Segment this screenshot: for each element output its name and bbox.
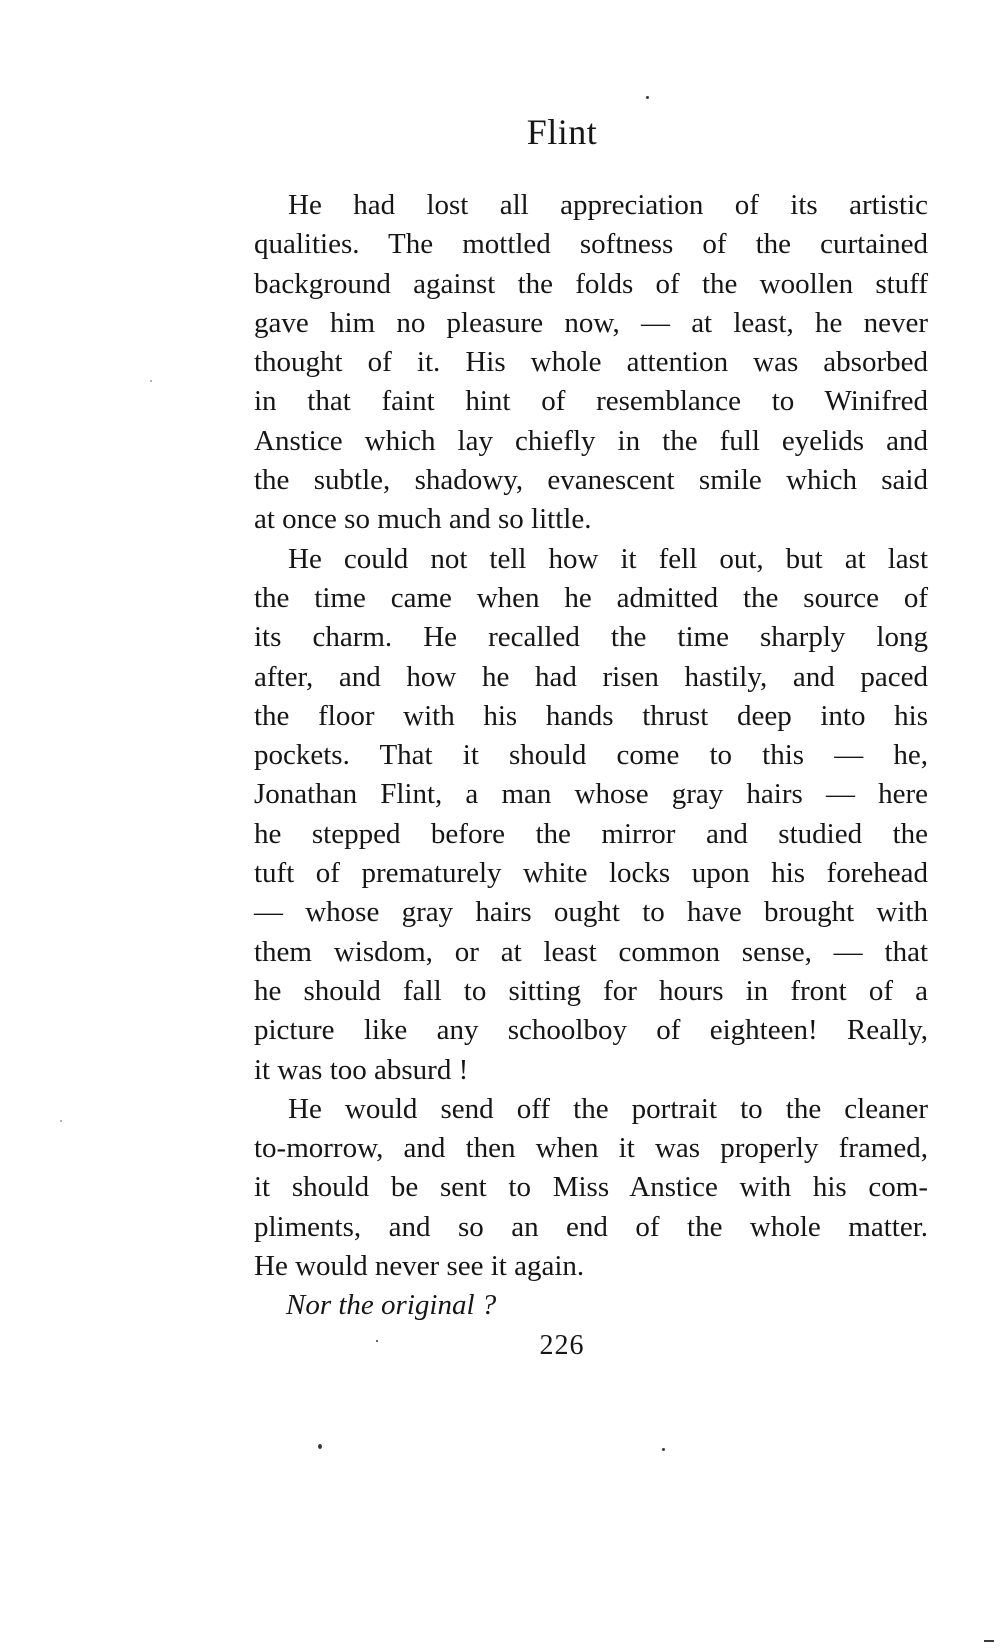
- scan-speck: [376, 1340, 378, 1342]
- text-line: at once so much and so little.: [254, 503, 592, 536]
- text-line: pockets. That it should come to this — he,: [254, 739, 928, 772]
- text-line: tuft of prematurely white locks upon his forehead: [254, 857, 928, 890]
- text-line: He had lost all appreciation of its artistic: [288, 189, 928, 221]
- text-line: the floor with his hands thrust deep into his: [254, 699, 928, 732]
- scan-speck: [662, 1448, 665, 1451]
- text-line: it was too absurd !: [254, 1053, 469, 1086]
- paragraph-3: [254, 1090, 928, 1286]
- scan-speck: [150, 380, 152, 382]
- text-line: Anstice which lay chiefly in the full eyelids and: [254, 424, 928, 457]
- text-line: in that faint hint of resemblance to Winifred: [254, 385, 928, 418]
- paragraph-1: [254, 186, 928, 540]
- page-number: 226: [539, 1330, 585, 1361]
- scan-speck: [318, 1444, 322, 1449]
- text-line: qualities. The mottled softness of the curtained: [254, 228, 928, 261]
- paragraph-2: [254, 540, 928, 1090]
- scan-speck: [646, 96, 649, 99]
- text-line: background against the folds of the woollen stuff: [254, 267, 928, 300]
- text-line: pliments, and so an end of the whole matter.: [254, 1210, 928, 1243]
- text-line: — whose gray hairs ought to have brought with: [254, 896, 928, 929]
- text-line: He could not tell how it fell out, but at last: [288, 542, 928, 575]
- text-line: the time came when he admitted the source of: [254, 581, 928, 614]
- scan-speck: [984, 1640, 994, 1642]
- text-line: thought of it. His whole attention was absorbed: [254, 346, 928, 379]
- text-line: it should be sent to Miss Anstice with his com-: [254, 1171, 928, 1204]
- scan-speck: [60, 1120, 62, 1122]
- text-line: its charm. He recalled the time sharply long: [254, 621, 928, 654]
- text-line: them wisdom, or at least common sense, — that: [254, 935, 928, 968]
- running-head: Flint: [526, 112, 598, 152]
- text-line: he should fall to sitting for hours in front of a: [254, 974, 928, 1007]
- text-line: after, and how he had risen hastily, and paced: [254, 660, 928, 693]
- text-line: he stepped before the mirror and studied the: [254, 817, 928, 850]
- text-line: gave him no pleasure now, — at least, he never: [254, 306, 928, 339]
- body-text: [254, 186, 928, 1326]
- text-line: He would never see it again.: [254, 1250, 585, 1283]
- text-line: picture like any schoolboy of eighteen! Really,: [254, 1014, 928, 1047]
- text-line: to-morrow, and then when it was properly framed,: [254, 1132, 928, 1165]
- text-line: the subtle, shadowy, evanescent smile which said: [254, 464, 928, 497]
- text-line: Jonathan Flint, a man whose gray hairs — here: [254, 778, 928, 811]
- closing-italic-line: Nor the original ?: [286, 1289, 497, 1322]
- paragraph-4: [254, 1286, 928, 1325]
- text-line: He would send off the portrait to the cleaner: [288, 1092, 928, 1125]
